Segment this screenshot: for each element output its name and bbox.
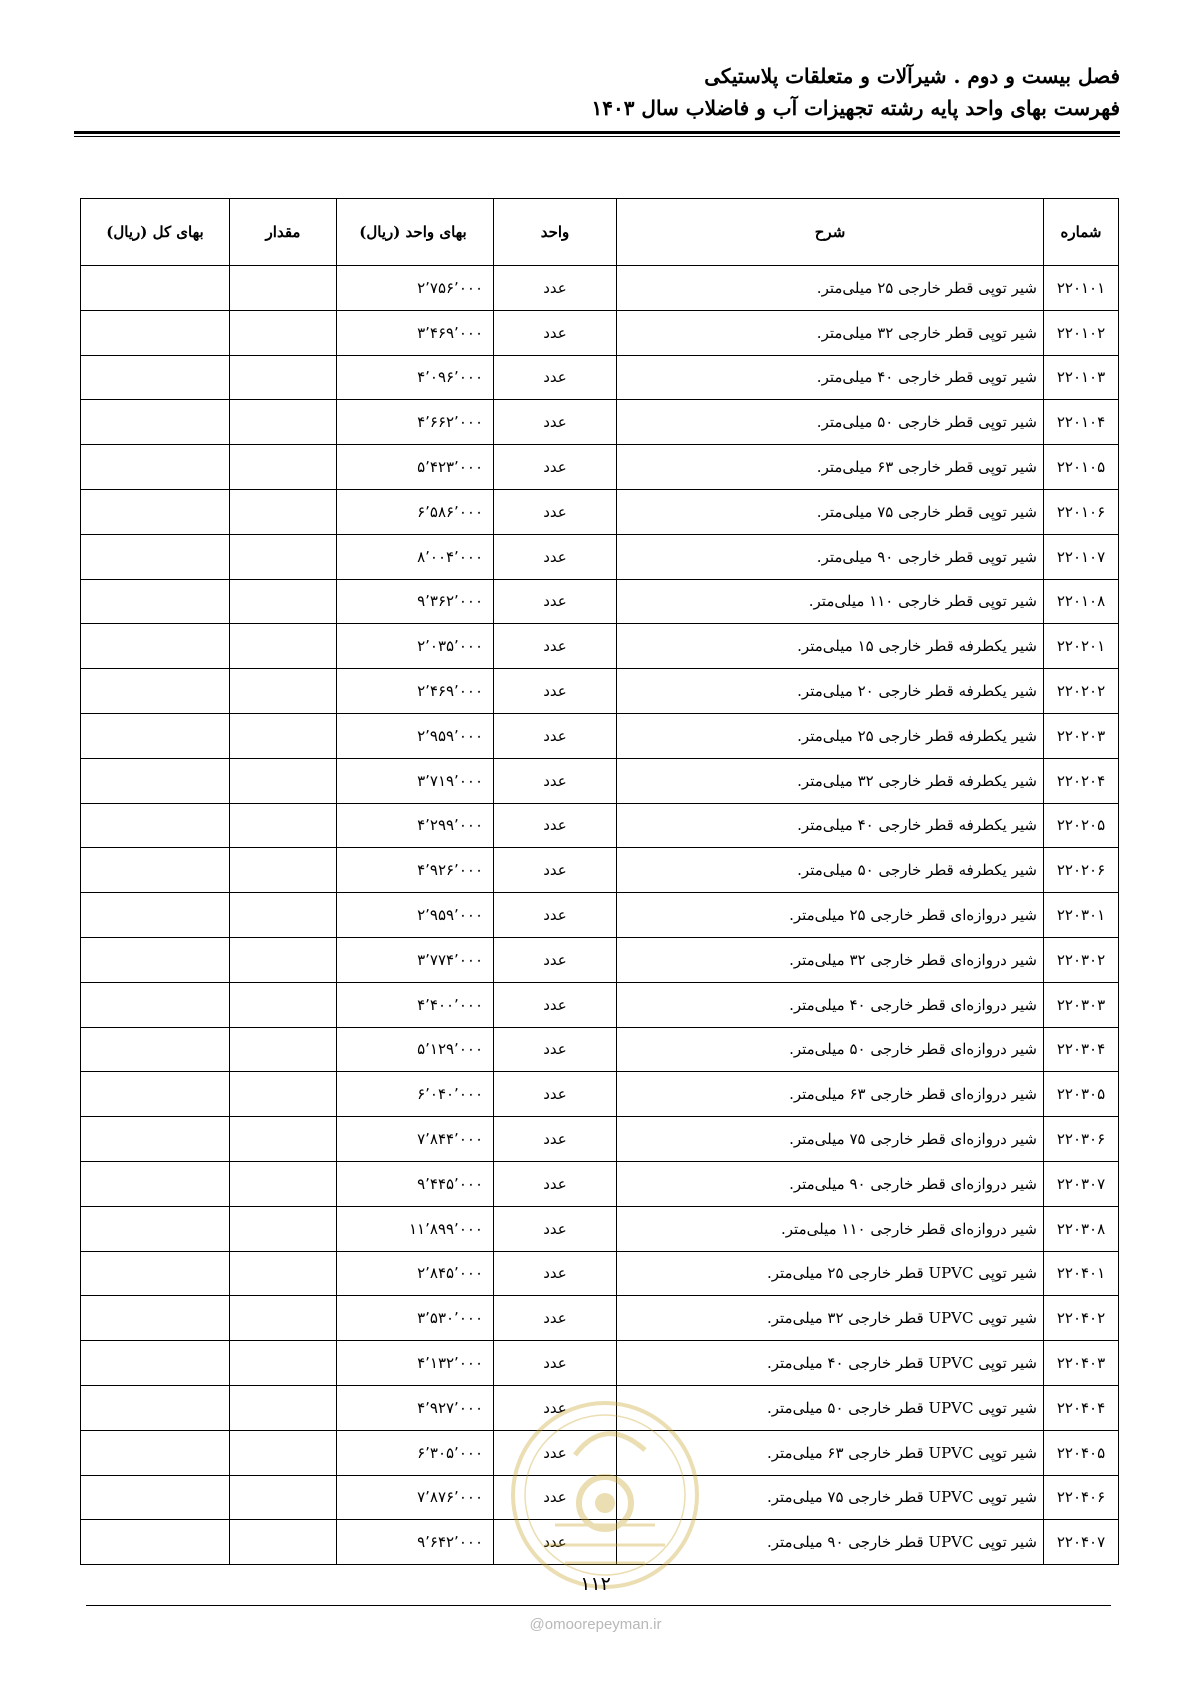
row-total-price [81, 937, 230, 982]
row-unit-price: ۳٬۵۳۰٬۰۰۰ [337, 1296, 494, 1341]
row-unit: عدد [494, 1385, 617, 1430]
table-row [81, 445, 1119, 490]
row-quantity [230, 1296, 337, 1341]
row-quantity [230, 1430, 337, 1475]
table-row [81, 1520, 1119, 1565]
row-description: شیر یکطرفه قطر خارجی ۱۵ میلی‌متر. [617, 624, 1044, 669]
row-description: شیر یکطرفه قطر خارجی ۳۲ میلی‌متر. [617, 758, 1044, 803]
row-description: شیر توپی قطر خارجی ۴۰ میلی‌متر. [617, 355, 1044, 400]
row-description: شیر توپی قطر خارجی ۳۲ میلی‌متر. [617, 310, 1044, 355]
row-quantity [230, 848, 337, 893]
row-quantity [230, 624, 337, 669]
row-unit-price: ۳٬۴۶۹٬۰۰۰ [337, 310, 494, 355]
table-row [81, 758, 1119, 803]
row-code: ۲۲۰۱۰۷ [1044, 534, 1119, 579]
row-quantity [230, 1206, 337, 1251]
column-header-total-price: بهای کل (ریال) [81, 199, 230, 266]
table-row [81, 1206, 1119, 1251]
row-description: شیر دروازه‌ای قطر خارجی ۲۵ میلی‌متر. [617, 893, 1044, 938]
row-code: ۲۲۰۴۰۱ [1044, 1251, 1119, 1296]
row-unit: عدد [494, 400, 617, 445]
row-unit: عدد [494, 1251, 617, 1296]
row-unit-price: ۴٬۶۶۲٬۰۰۰ [337, 400, 494, 445]
row-unit-price: ۱۱٬۸۹۹٬۰۰۰ [337, 1206, 494, 1251]
row-code: ۲۲۰۴۰۶ [1044, 1475, 1119, 1520]
chapter-title: فصل بیست و دوم . شیرآلات و متعلقات پلاستیکی [704, 64, 1120, 88]
row-description: شیر یکطرفه قطر خارجی ۴۰ میلی‌متر. [617, 803, 1044, 848]
row-unit-price: ۴٬۹۲۷٬۰۰۰ [337, 1385, 494, 1430]
row-total-price [81, 1027, 230, 1072]
page-number: ۱۱۲ [580, 1573, 611, 1595]
row-unit: عدد [494, 937, 617, 982]
row-unit: عدد [494, 669, 617, 714]
row-code: ۲۲۰۴۰۷ [1044, 1520, 1119, 1565]
table-row [81, 579, 1119, 624]
table-row [81, 803, 1119, 848]
table-row [81, 1341, 1119, 1386]
row-total-price [81, 1296, 230, 1341]
table-row [81, 266, 1119, 311]
row-total-price [81, 534, 230, 579]
row-unit-price: ۳٬۷۷۴٬۰۰۰ [337, 937, 494, 982]
table-row [81, 1251, 1119, 1296]
row-unit-price: ۶٬۳۰۵٬۰۰۰ [337, 1430, 494, 1475]
row-quantity [230, 893, 337, 938]
row-unit-price: ۲٬۷۵۶٬۰۰۰ [337, 266, 494, 311]
row-quantity [230, 355, 337, 400]
row-quantity [230, 1161, 337, 1206]
row-unit: عدد [494, 848, 617, 893]
row-code: ۲۲۰۲۰۲ [1044, 669, 1119, 714]
row-unit-price: ۹٬۴۴۵٬۰۰۰ [337, 1161, 494, 1206]
table-row [81, 982, 1119, 1027]
row-unit: عدد [494, 1117, 617, 1162]
header-rule-thick [74, 131, 1120, 134]
row-unit: عدد [494, 489, 617, 534]
row-unit-price: ۹٬۶۴۲٬۰۰۰ [337, 1520, 494, 1565]
row-description: شیر دروازه‌ای قطر خارجی ۵۰ میلی‌متر. [617, 1027, 1044, 1072]
row-unit: عدد [494, 266, 617, 311]
row-description: شیر توپی قطر خارجی ۹۰ میلی‌متر. [617, 534, 1044, 579]
row-quantity [230, 1475, 337, 1520]
table-row [81, 1117, 1119, 1162]
row-unit-price: ۷٬۸۴۴٬۰۰۰ [337, 1117, 494, 1162]
row-code: ۲۲۰۴۰۴ [1044, 1385, 1119, 1430]
row-unit-price: ۲٬۹۵۹٬۰۰۰ [337, 713, 494, 758]
row-unit-price: ۲٬۰۳۵٬۰۰۰ [337, 624, 494, 669]
row-code: ۲۲۰۲۰۱ [1044, 624, 1119, 669]
row-unit-price: ۶٬۰۴۰٬۰۰۰ [337, 1072, 494, 1117]
table-row [81, 848, 1119, 893]
row-unit: عدد [494, 310, 617, 355]
row-quantity [230, 1072, 337, 1117]
row-quantity [230, 1341, 337, 1386]
row-unit-price: ۸٬۰۰۴٬۰۰۰ [337, 534, 494, 579]
row-quantity [230, 669, 337, 714]
row-unit: عدد [494, 1206, 617, 1251]
row-code: ۲۲۰۲۰۶ [1044, 848, 1119, 893]
table-row [81, 1385, 1119, 1430]
header-rule-thin [74, 136, 1120, 137]
row-total-price [81, 445, 230, 490]
row-total-price [81, 848, 230, 893]
row-total-price [81, 579, 230, 624]
row-code: ۲۲۰۱۰۴ [1044, 400, 1119, 445]
row-code: ۲۲۰۳۰۶ [1044, 1117, 1119, 1162]
row-total-price [81, 1072, 230, 1117]
row-unit-price: ۷٬۸۷۶٬۰۰۰ [337, 1475, 494, 1520]
price-table [80, 198, 1119, 1565]
row-total-price [81, 1520, 230, 1565]
row-description: شیر توپی UPVC قطر خارجی ۴۰ میلی‌متر. [617, 1341, 1044, 1386]
row-description: شیر توپی UPVC قطر خارجی ۲۵ میلی‌متر. [617, 1251, 1044, 1296]
row-total-price [81, 758, 230, 803]
column-header-code: شماره [1044, 199, 1119, 266]
table-row [81, 1161, 1119, 1206]
row-quantity [230, 1520, 337, 1565]
row-total-price [81, 1251, 230, 1296]
row-total-price [81, 1206, 230, 1251]
row-description: شیر دروازه‌ای قطر خارجی ۷۵ میلی‌متر. [617, 1117, 1044, 1162]
row-quantity [230, 803, 337, 848]
row-description: شیر یکطرفه قطر خارجی ۲۵ میلی‌متر. [617, 713, 1044, 758]
row-unit: عدد [494, 982, 617, 1027]
column-header-description: شرح [617, 199, 1044, 266]
row-description: شیر توپی قطر خارجی ۱۱۰ میلی‌متر. [617, 579, 1044, 624]
row-unit-price: ۵٬۴۲۳٬۰۰۰ [337, 445, 494, 490]
row-total-price [81, 893, 230, 938]
row-unit-price: ۶٬۵۸۶٬۰۰۰ [337, 489, 494, 534]
row-quantity [230, 579, 337, 624]
table-row [81, 624, 1119, 669]
table-row [81, 893, 1119, 938]
row-total-price [81, 355, 230, 400]
table-row [81, 534, 1119, 579]
row-total-price [81, 1430, 230, 1475]
row-total-price [81, 1385, 230, 1430]
row-description: شیر توپی UPVC قطر خارجی ۳۲ میلی‌متر. [617, 1296, 1044, 1341]
row-code: ۲۲۰۱۰۶ [1044, 489, 1119, 534]
row-code: ۲۲۰۳۰۳ [1044, 982, 1119, 1027]
row-unit: عدد [494, 893, 617, 938]
row-description: شیر دروازه‌ای قطر خارجی ۴۰ میلی‌متر. [617, 982, 1044, 1027]
row-total-price [81, 713, 230, 758]
column-header-quantity: مقدار [230, 199, 337, 266]
table-row [81, 310, 1119, 355]
row-description: شیر توپی قطر خارجی ۵۰ میلی‌متر. [617, 400, 1044, 445]
row-unit: عدد [494, 1027, 617, 1072]
row-code: ۲۲۰۳۰۴ [1044, 1027, 1119, 1072]
table-row [81, 400, 1119, 445]
row-unit: عدد [494, 1520, 617, 1565]
row-total-price [81, 1341, 230, 1386]
row-quantity [230, 1385, 337, 1430]
row-total-price [81, 1161, 230, 1206]
row-quantity [230, 400, 337, 445]
row-unit-price: ۴٬۰۹۶٬۰۰۰ [337, 355, 494, 400]
table-row [81, 1027, 1119, 1072]
row-total-price [81, 982, 230, 1027]
row-description: شیر دروازه‌ای قطر خارجی ۹۰ میلی‌متر. [617, 1161, 1044, 1206]
row-code: ۲۲۰۳۰۵ [1044, 1072, 1119, 1117]
row-description: شیر توپی UPVC قطر خارجی ۷۵ میلی‌متر. [617, 1475, 1044, 1520]
table-row [81, 937, 1119, 982]
row-description: شیر دروازه‌ای قطر خارجی ۳۲ میلی‌متر. [617, 937, 1044, 982]
row-total-price [81, 310, 230, 355]
row-code: ۲۲۰۱۰۵ [1044, 445, 1119, 490]
table-row [81, 1296, 1119, 1341]
column-header-unit-price: بهای واحد (ریال) [337, 199, 494, 266]
row-unit: عدد [494, 534, 617, 579]
row-quantity [230, 1027, 337, 1072]
row-total-price [81, 669, 230, 714]
row-total-price [81, 266, 230, 311]
row-unit-price: ۴٬۴۰۰٬۰۰۰ [337, 982, 494, 1027]
row-total-price [81, 489, 230, 534]
row-code: ۲۲۰۴۰۳ [1044, 1341, 1119, 1386]
row-description: شیر توپی قطر خارجی ۷۵ میلی‌متر. [617, 489, 1044, 534]
row-unit: عدد [494, 758, 617, 803]
table-row [81, 489, 1119, 534]
table-row [81, 713, 1119, 758]
table-row [81, 1475, 1119, 1520]
row-total-price [81, 400, 230, 445]
row-description: شیر توپی قطر خارجی ۶۳ میلی‌متر. [617, 445, 1044, 490]
row-description: شیر توپی UPVC قطر خارجی ۹۰ میلی‌متر. [617, 1520, 1044, 1565]
row-quantity [230, 982, 337, 1027]
row-unit: عدد [494, 579, 617, 624]
row-quantity [230, 758, 337, 803]
row-code: ۲۲۰۳۰۸ [1044, 1206, 1119, 1251]
row-total-price [81, 1117, 230, 1162]
row-code: ۲۲۰۳۰۷ [1044, 1161, 1119, 1206]
page-header [72, 60, 1120, 124]
row-quantity [230, 445, 337, 490]
row-quantity [230, 489, 337, 534]
row-total-price [81, 803, 230, 848]
row-total-price [81, 624, 230, 669]
row-description: شیر یکطرفه قطر خارجی ۲۰ میلی‌متر. [617, 669, 1044, 714]
row-code: ۲۲۰۱۰۸ [1044, 579, 1119, 624]
row-unit-price: ۴٬۹۲۶٬۰۰۰ [337, 848, 494, 893]
row-unit-price: ۲٬۹۵۹٬۰۰۰ [337, 893, 494, 938]
row-unit-price: ۳٬۷۱۹٬۰۰۰ [337, 758, 494, 803]
row-code: ۲۲۰۴۰۵ [1044, 1430, 1119, 1475]
row-code: ۲۲۰۳۰۱ [1044, 893, 1119, 938]
row-description: شیر توپی UPVC قطر خارجی ۵۰ میلی‌متر. [617, 1385, 1044, 1430]
table-row [81, 1430, 1119, 1475]
row-description: شیر دروازه‌ای قطر خارجی ۱۱۰ میلی‌متر. [617, 1206, 1044, 1251]
row-unit-price: ۴٬۱۳۲٬۰۰۰ [337, 1341, 494, 1386]
row-code: ۲۲۰۳۰۲ [1044, 937, 1119, 982]
row-unit-price: ۴٬۲۹۹٬۰۰۰ [337, 803, 494, 848]
row-code: ۲۲۰۲۰۳ [1044, 713, 1119, 758]
table-header-row [81, 199, 1119, 266]
website-watermark: @omoorepeyman.ir [529, 1616, 662, 1633]
row-total-price [81, 1475, 230, 1520]
row-unit: عدد [494, 713, 617, 758]
row-description: شیر دروازه‌ای قطر خارجی ۶۳ میلی‌متر. [617, 1072, 1044, 1117]
row-unit: عدد [494, 1296, 617, 1341]
row-unit-price: ۲٬۸۴۵٬۰۰۰ [337, 1251, 494, 1296]
row-quantity [230, 937, 337, 982]
row-unit: عدد [494, 445, 617, 490]
row-unit: عدد [494, 1161, 617, 1206]
row-quantity [230, 266, 337, 311]
row-unit: عدد [494, 1430, 617, 1475]
row-description: شیر توپی قطر خارجی ۲۵ میلی‌متر. [617, 266, 1044, 311]
row-unit-price: ۵٬۱۲۹٬۰۰۰ [337, 1027, 494, 1072]
row-code: ۲۲۰۴۰۲ [1044, 1296, 1119, 1341]
row-quantity [230, 1251, 337, 1296]
row-quantity [230, 713, 337, 758]
table-row [81, 1072, 1119, 1117]
row-description: شیر یکطرفه قطر خارجی ۵۰ میلی‌متر. [617, 848, 1044, 893]
row-code: ۲۲۰۱۰۲ [1044, 310, 1119, 355]
row-code: ۲۲۰۱۰۳ [1044, 355, 1119, 400]
row-quantity [230, 534, 337, 579]
row-code: ۲۲۰۲۰۵ [1044, 803, 1119, 848]
row-quantity [230, 1117, 337, 1162]
row-description: شیر توپی UPVC قطر خارجی ۶۳ میلی‌متر. [617, 1430, 1044, 1475]
row-unit: عدد [494, 624, 617, 669]
row-unit-price: ۲٬۴۶۹٬۰۰۰ [337, 669, 494, 714]
row-unit: عدد [494, 355, 617, 400]
row-unit: عدد [494, 1475, 617, 1520]
table-row [81, 355, 1119, 400]
row-unit: عدد [494, 1072, 617, 1117]
row-code: ۲۲۰۲۰۴ [1044, 758, 1119, 803]
row-unit: عدد [494, 1341, 617, 1386]
list-title: فهرست بهای واحد پایه رشته تجهیزات آب و فاضلاب سال ۱۴۰۳ [591, 96, 1120, 120]
row-unit: عدد [494, 803, 617, 848]
row-code: ۲۲۰۱۰۱ [1044, 266, 1119, 311]
table-row [81, 669, 1119, 714]
row-quantity [230, 310, 337, 355]
column-header-unit: واحد [494, 199, 617, 266]
footer-rule [86, 1605, 1111, 1606]
row-unit-price: ۹٬۳۶۲٬۰۰۰ [337, 579, 494, 624]
